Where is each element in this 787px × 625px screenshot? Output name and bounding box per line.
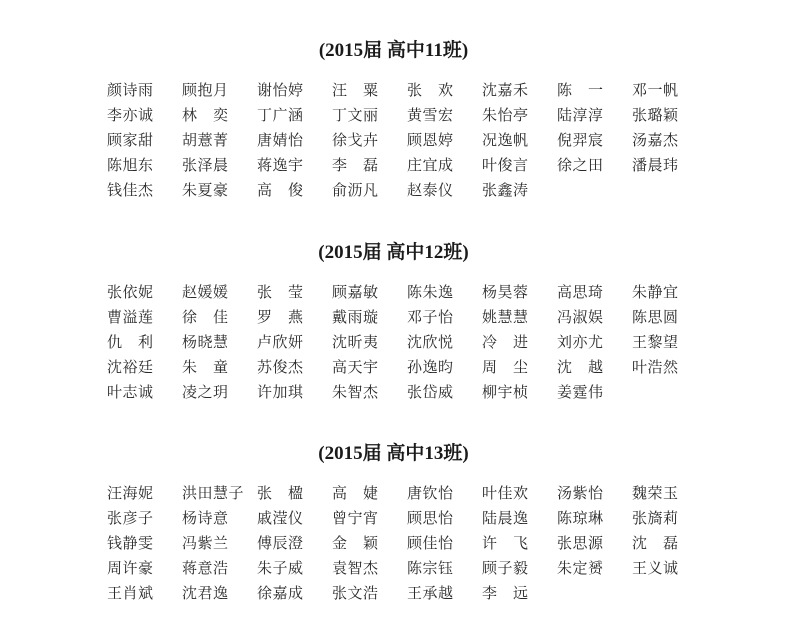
name-grid: [0, 481, 787, 606]
student-name: 王黎望: [632, 333, 679, 351]
student-name: 汤紫怡: [557, 484, 604, 502]
student-name: 沈昕夷: [332, 333, 379, 351]
student-name: 朱智杰: [332, 383, 379, 401]
student-name: 赵泰仪: [407, 181, 454, 199]
student-name: 顾抱月: [182, 81, 229, 99]
student-name: 钱静雯: [107, 534, 154, 552]
student-name: 罗 燕: [257, 308, 304, 326]
student-name: 周许豪: [107, 559, 154, 577]
student-name: 沈裕廷: [107, 358, 154, 376]
student-name: 朱静宜: [632, 283, 679, 301]
student-name: 邓一帆: [632, 81, 679, 99]
student-name: 张依妮: [107, 283, 154, 301]
student-name: 颜诗雨: [107, 81, 154, 99]
student-name: 金 颖: [332, 534, 379, 552]
student-name: 卢欣妍: [257, 333, 304, 351]
student-name: 沈君逸: [182, 584, 229, 602]
student-name: 张文浩: [332, 584, 379, 602]
student-name: 丁广涵: [257, 106, 304, 124]
student-name: 许 飞: [482, 534, 529, 552]
name-row: [0, 78, 787, 103]
student-name: 杨昊蓉: [482, 283, 529, 301]
student-name: 沈欣悦: [407, 333, 454, 351]
student-name: 曹溢莲: [107, 308, 154, 326]
student-name: 陈宗钰: [407, 559, 454, 577]
student-name: 顾子毅: [482, 559, 529, 577]
student-name: 陈思圆: [632, 308, 679, 326]
student-name: 况逸帆: [482, 131, 529, 149]
student-name: 陈 一: [557, 81, 604, 99]
name-row: [0, 380, 787, 405]
student-name: 丁文丽: [332, 106, 379, 124]
student-name: 叶佳欢: [482, 484, 529, 502]
student-name: 顾佳怡: [407, 534, 454, 552]
name-grid: [0, 280, 787, 405]
student-name: 柳宇桢: [482, 383, 529, 401]
student-name: 陈琼琳: [557, 509, 604, 527]
section-title: (2015届 高中12班): [318, 242, 469, 263]
student-name: 张思源: [557, 534, 604, 552]
class-section-13: [0, 441, 787, 606]
student-name: 陈旭东: [107, 156, 154, 174]
student-name: 戚滢仪: [257, 509, 304, 527]
student-name: 张泽晨: [182, 156, 229, 174]
student-name: 汤嘉杰: [632, 131, 679, 149]
student-name: 张彦子: [107, 509, 154, 527]
student-name: 仇 利: [107, 333, 154, 351]
student-name: 张鑫涛: [482, 181, 529, 199]
name-grid: [0, 78, 787, 203]
student-name: 杨晓慧: [182, 333, 229, 351]
student-name: 顾家甜: [107, 131, 154, 149]
name-row: [0, 506, 787, 531]
student-name: 唐婧怡: [257, 131, 304, 149]
student-name: 邓子怡: [407, 308, 454, 326]
student-name: 张璐颖: [632, 106, 679, 124]
student-name: 孙逸昀: [407, 358, 454, 376]
student-name: 冷 进: [482, 333, 529, 351]
section-title: (2015届 高中11班): [318, 40, 469, 61]
student-name: 王承越: [407, 584, 454, 602]
student-name: 张旖莉: [632, 509, 679, 527]
student-name: 洪田慧子: [182, 484, 245, 502]
student-name: 徐嘉成: [257, 584, 304, 602]
student-name: 陆淳淳: [557, 106, 604, 124]
student-name: 冯紫兰: [182, 534, 229, 552]
student-name: 高 婕: [332, 484, 379, 502]
student-name: 张 莹: [257, 283, 304, 301]
student-name: 朱 童: [182, 358, 229, 376]
student-name: 高 俊: [257, 181, 304, 199]
student-name: 袁智杰: [332, 559, 379, 577]
student-name: 沈 磊: [632, 534, 679, 552]
student-name: 苏俊杰: [257, 358, 304, 376]
student-name: 陆晨逸: [482, 509, 529, 527]
student-name: 倪羿宸: [557, 131, 604, 149]
student-name: 徐 佳: [182, 308, 229, 326]
student-name: 汪 粟: [332, 81, 379, 99]
student-name: 凌之玥: [182, 383, 229, 401]
student-name: 叶俊言: [482, 156, 529, 174]
student-name: 顾嘉敏: [332, 283, 379, 301]
student-name: 刘亦尤: [557, 333, 604, 351]
student-name: 高天宇: [332, 358, 379, 376]
student-name: 冯淑娱: [557, 308, 604, 326]
student-name: 沈嘉禾: [482, 81, 529, 99]
student-name: 叶志诚: [107, 383, 154, 401]
student-name: 徐之田: [557, 156, 604, 174]
student-name: 张岱威: [407, 383, 454, 401]
student-name: 陈朱逸: [407, 283, 454, 301]
student-name: 李 远: [482, 584, 529, 602]
student-name: 曾宁宵: [332, 509, 379, 527]
name-row: [0, 330, 787, 355]
student-name: 叶浩然: [632, 358, 679, 376]
student-name: 庄宜成: [407, 156, 454, 174]
student-name: 蒋逸宇: [257, 156, 304, 174]
student-name: 黄雪宏: [407, 106, 454, 124]
class-section-12: [0, 240, 787, 405]
name-row: [0, 153, 787, 178]
student-name: 汪海妮: [107, 484, 154, 502]
student-name: 高思琦: [557, 283, 604, 301]
student-name: 蒋意浩: [182, 559, 229, 577]
student-name: 沈 越: [557, 358, 604, 376]
student-name: 赵媛媛: [182, 283, 229, 301]
student-name: 朱定赟: [557, 559, 604, 577]
student-name: 李亦诚: [107, 106, 154, 124]
student-name: 林 奕: [182, 106, 229, 124]
student-name: 张 楹: [257, 484, 304, 502]
student-name: 傅辰澄: [257, 534, 304, 552]
name-row: [0, 531, 787, 556]
student-name: 王义诚: [632, 559, 679, 577]
student-name: 张 欢: [407, 81, 454, 99]
student-name: 姜霆伟: [557, 383, 604, 401]
student-name: 周 尘: [482, 358, 529, 376]
student-name: 徐戈卉: [332, 131, 379, 149]
name-row: [0, 481, 787, 506]
student-name: 李 磊: [332, 156, 379, 174]
student-name: 朱子威: [257, 559, 304, 577]
name-row: [0, 128, 787, 153]
student-name: 潘晨玮: [632, 156, 679, 174]
student-name: 俞沥凡: [332, 181, 379, 199]
class-section-11: [0, 38, 787, 203]
name-row: [0, 305, 787, 330]
student-name: 姚慧慧: [482, 308, 529, 326]
student-name: 王肖斌: [107, 584, 154, 602]
name-row: [0, 355, 787, 380]
student-name: 朱夏豪: [182, 181, 229, 199]
student-name: 杨诗意: [182, 509, 229, 527]
name-row: [0, 178, 787, 203]
student-name: 胡薏菁: [182, 131, 229, 149]
student-name: 朱怡亭: [482, 106, 529, 124]
name-row: [0, 556, 787, 581]
student-name: 钱佳杰: [107, 181, 154, 199]
student-name: 戴雨璇: [332, 308, 379, 326]
student-name: 许加琪: [257, 383, 304, 401]
student-name: 唐钦怡: [407, 484, 454, 502]
name-row: [0, 103, 787, 128]
student-name: 顾恩婷: [407, 131, 454, 149]
name-row: [0, 581, 787, 606]
section-title: (2015届 高中13班): [318, 443, 469, 464]
student-name: 顾思怡: [407, 509, 454, 527]
student-name: 谢怡婷: [257, 81, 304, 99]
student-name: 魏荣玉: [632, 484, 679, 502]
name-row: [0, 280, 787, 305]
